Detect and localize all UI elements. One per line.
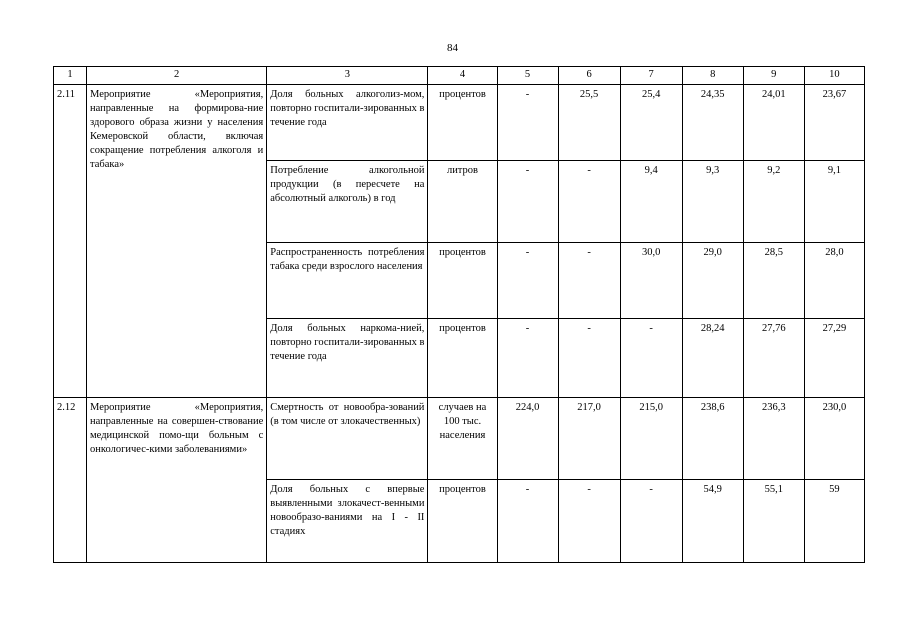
indicator-name: Доля больных с впервые выявленными злокачест-венными новообразо-ваниями на I - II стадиях xyxy=(267,480,428,563)
value-cell: - xyxy=(497,480,558,563)
column-header: 2 xyxy=(87,67,267,85)
indicator-name: Распространенность потребления табака среди взрослого населения xyxy=(267,243,428,319)
value-cell: 27,76 xyxy=(743,319,804,398)
column-header: 8 xyxy=(682,67,743,85)
value-cell: 30,0 xyxy=(620,243,682,319)
indicators-table xyxy=(53,66,865,563)
value-cell: - xyxy=(558,243,620,319)
value-cell: 9,1 xyxy=(804,161,864,243)
value-cell: 23,67 xyxy=(804,85,864,161)
table-row xyxy=(54,398,865,480)
column-header: 1 xyxy=(54,67,87,85)
value-cell: 236,3 xyxy=(743,398,804,480)
row-code: 2.11 xyxy=(54,85,87,398)
measure-description: Мероприятие «Мероприятия, направленные на формирова-ние здорового образа жизни у населения Кемеровской области, включая сокращение потребления алкоголя и табака» xyxy=(87,85,267,398)
value-cell: - xyxy=(497,85,558,161)
indicator-name: Доля больных наркома-нией, повторно госпитали-зированных в течение года xyxy=(267,319,428,398)
column-header: 9 xyxy=(743,67,804,85)
value-cell: 59 xyxy=(804,480,864,563)
value-cell: 27,29 xyxy=(804,319,864,398)
table-header-row xyxy=(54,67,865,85)
table-row xyxy=(54,85,865,161)
value-cell: 9,3 xyxy=(682,161,743,243)
column-header: 7 xyxy=(620,67,682,85)
indicator-name: Смертность от новообра-зований (в том числе от злокачественных) xyxy=(267,398,428,480)
indicator-name: Доля больных алкоголиз-мом, повторно госпитали-зированных в течение года xyxy=(267,85,428,161)
column-header: 10 xyxy=(804,67,864,85)
value-cell: - xyxy=(558,161,620,243)
value-cell: - xyxy=(620,319,682,398)
row-code: 2.12 xyxy=(54,398,87,563)
value-cell: - xyxy=(558,480,620,563)
value-cell: 238,6 xyxy=(682,398,743,480)
value-cell: 9,2 xyxy=(743,161,804,243)
unit-cell: процентов xyxy=(428,319,497,398)
value-cell: 29,0 xyxy=(682,243,743,319)
value-cell: 54,9 xyxy=(682,480,743,563)
unit-cell: процентов xyxy=(428,85,497,161)
unit-cell: случаев на 100 тыс. населения xyxy=(428,398,497,480)
value-cell: 230,0 xyxy=(804,398,864,480)
unit-cell: процентов xyxy=(428,243,497,319)
value-cell: 24,35 xyxy=(682,85,743,161)
value-cell: - xyxy=(497,161,558,243)
unit-cell: процентов xyxy=(428,480,497,563)
value-cell: 28,5 xyxy=(743,243,804,319)
value-cell: 28,0 xyxy=(804,243,864,319)
value-cell: 24,01 xyxy=(743,85,804,161)
unit-cell: литров xyxy=(428,161,497,243)
indicator-name: Потребление алкогольной продукции (в пересчете на абсолютный алкоголь) в год xyxy=(267,161,428,243)
column-header: 5 xyxy=(497,67,558,85)
value-cell: 55,1 xyxy=(743,480,804,563)
column-header: 3 xyxy=(267,67,428,85)
value-cell: 28,24 xyxy=(682,319,743,398)
value-cell: 217,0 xyxy=(558,398,620,480)
measure-description: Мероприятие «Мероприятия, направленные на совершен-ствование медицинской помо-щи больным с онкологичес-кими заболеваниями» xyxy=(87,398,267,563)
value-cell: - xyxy=(620,480,682,563)
value-cell: 215,0 xyxy=(620,398,682,480)
column-header: 4 xyxy=(428,67,497,85)
value-cell: - xyxy=(558,319,620,398)
value-cell: 224,0 xyxy=(497,398,558,480)
value-cell: 9,4 xyxy=(620,161,682,243)
column-header: 6 xyxy=(558,67,620,85)
value-cell: - xyxy=(497,319,558,398)
value-cell: - xyxy=(497,243,558,319)
value-cell: 25,5 xyxy=(558,85,620,161)
page-number: 84 xyxy=(447,42,458,54)
value-cell: 25,4 xyxy=(620,85,682,161)
